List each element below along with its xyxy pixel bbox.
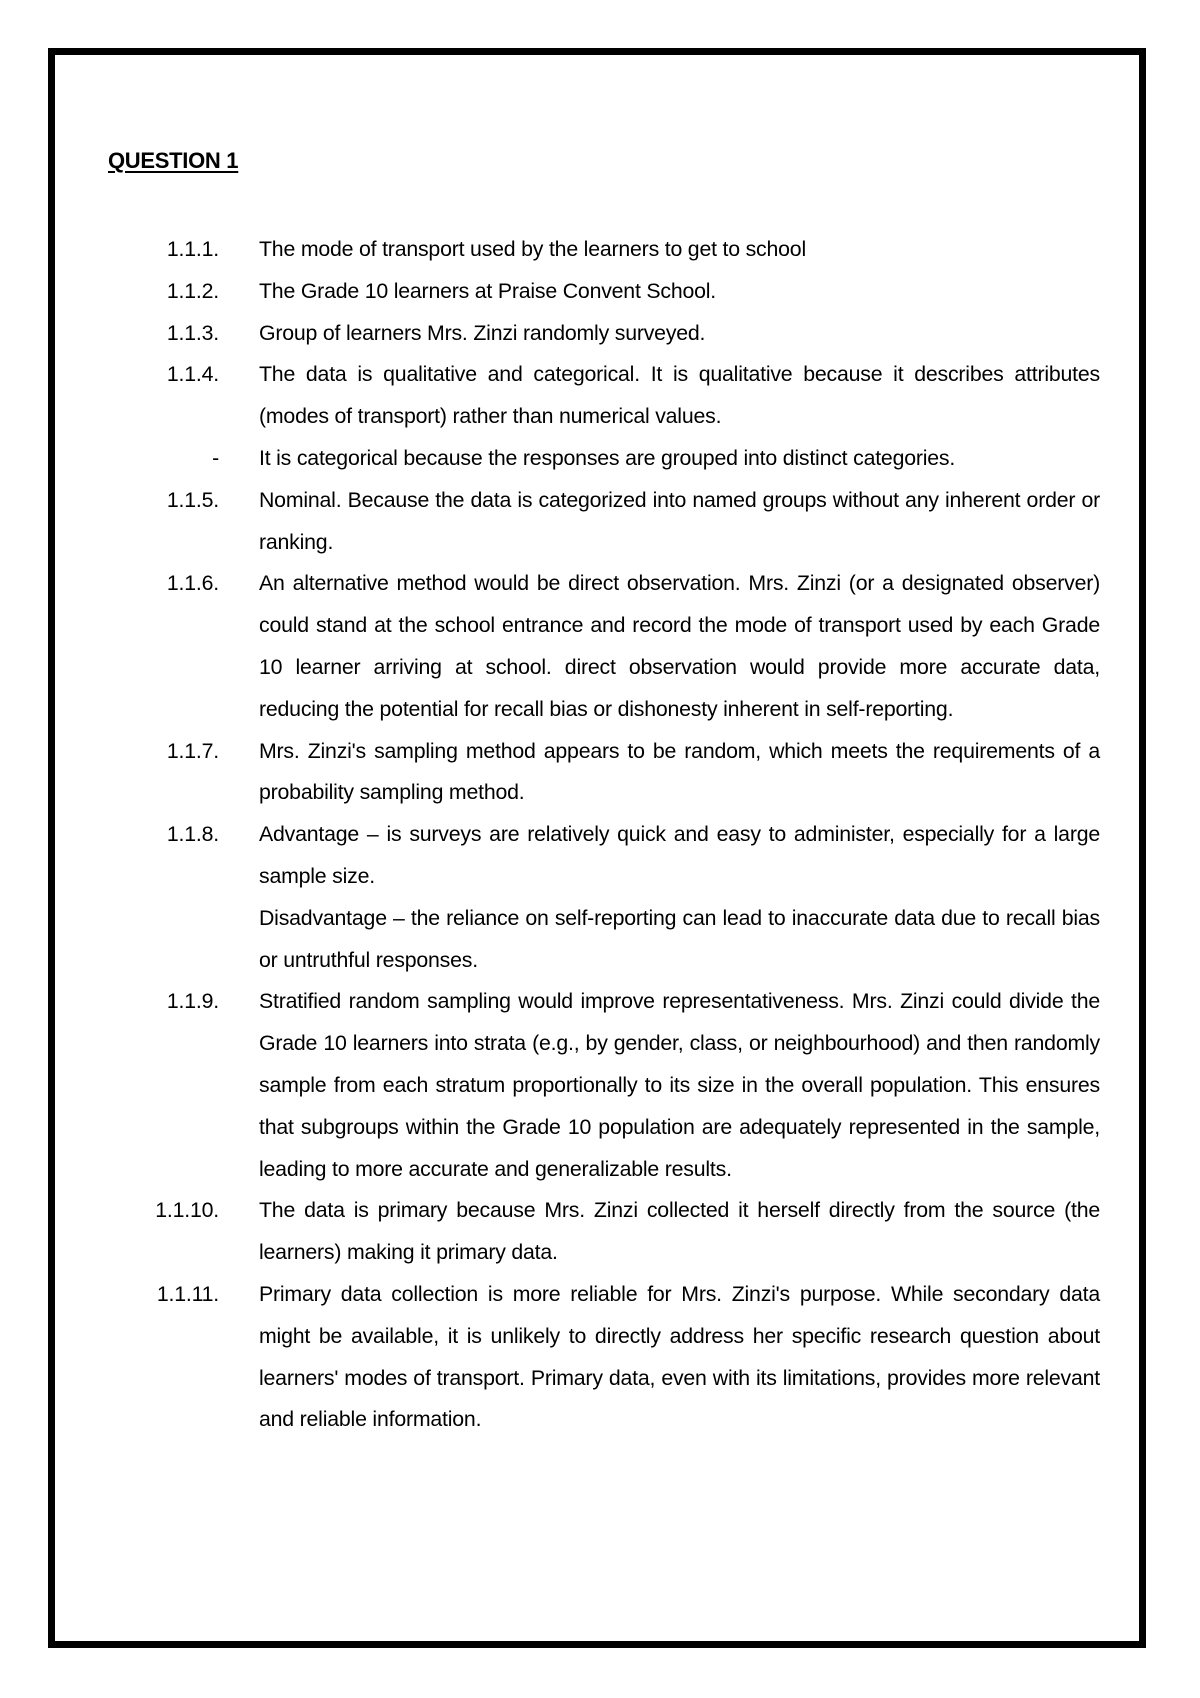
answer-item-1-1-11 bbox=[100, 1274, 1100, 1441]
answer-number: 1.1.7. bbox=[166, 738, 219, 763]
answer-item-1-1-4 bbox=[100, 354, 1100, 438]
answer-number: 1.1.10. bbox=[155, 1198, 219, 1223]
answer-item-1-1-2 bbox=[100, 271, 1100, 313]
answer-list bbox=[100, 229, 1100, 1441]
bullet-dash: - bbox=[212, 445, 219, 470]
answer-number: 1.1.2. bbox=[166, 278, 219, 303]
answer-number: 1.1.8. bbox=[166, 822, 219, 847]
question-heading: QUESTION 1 bbox=[108, 148, 239, 173]
answer-text: It is categorical because the responses are grouped into distinct categories. bbox=[259, 445, 956, 470]
advantage-text: Advantage – is surveys are relatively quick and easy to administer, especially for a large sample size. bbox=[259, 822, 1100, 888]
answer-text: An alternative method would be direct observation. Mrs. Zinzi (or a designated observer) could stand at the school entrance and record the mode of transport used by each Grade 10 learner arriving at school. direct observation would provide more accurate data, reducing the potential for recall bias or dishonesty inherent in self-reporting. bbox=[259, 571, 1100, 721]
answer-item-1-1-3 bbox=[100, 313, 1100, 355]
answer-text: Nominal. Because the data is categorized into named groups without any inherent order or ranking. bbox=[259, 487, 1100, 554]
answer-number: 1.1.3. bbox=[166, 320, 219, 345]
answer-text: Group of learners Mrs. Zinzi randomly surveyed. bbox=[259, 320, 706, 345]
answer-number: 1.1.11. bbox=[156, 1281, 219, 1306]
answer-text: Stratified random sampling would improve representativeness. Mrs. Zinzi could divide the Grade 10 learners into strata (e.g., by gender, class, or neighbourhood) and then randomly sample from each stratum proportionally to its size in the overall population. This ensures that subgroups within the Grade 10 population are adequately represented in the sample, leading to more accurate and generalizable results. bbox=[259, 989, 1100, 1181]
answer-text: The data is primary because Mrs. Zinzi collected it herself directly from the source (the learners) making it primary data. bbox=[259, 1198, 1100, 1265]
answer-item-1-1-8 bbox=[100, 814, 1100, 981]
answer-item-1-1-1 bbox=[100, 229, 1100, 271]
answer-item-1-1-7 bbox=[100, 731, 1100, 815]
answer-item-1-1-5 bbox=[100, 480, 1100, 564]
answer-number: 1.1.1. bbox=[166, 237, 219, 261]
answer-text: The data is qualitative and categorical. It is qualitative because it describes attributes (modes of transport) rather than numerical values. bbox=[259, 362, 1100, 429]
answer-text: The Grade 10 learners at Praise Convent School. bbox=[259, 278, 717, 303]
answer-item-1-1-9 bbox=[100, 981, 1100, 1190]
answer-number: 1.1.5. bbox=[166, 487, 219, 512]
disadvantage-text: Disadvantage – the reliance on self-reporting can lead to inaccurate data due to recall bias or untruthful responses. bbox=[259, 905, 1100, 972]
answer-number: 1.1.6. bbox=[166, 571, 219, 596]
answer-item-1-1-6 bbox=[100, 563, 1100, 730]
answer-number: 1.1.9. bbox=[166, 989, 219, 1014]
answer-text: Mrs. Zinzi's sampling method appears to be random, which meets the requirements of a probability sampling method. bbox=[259, 738, 1100, 805]
answer-text: The mode of transport used by the learners to get to school bbox=[259, 237, 806, 261]
answer-item-1-1-10 bbox=[100, 1190, 1100, 1274]
answer-number: 1.1.4. bbox=[166, 362, 219, 387]
answer-text: Primary data collection is more reliable for Mrs. Zinzi's purpose. While secondary data might be available, it is unlikely to directly address her specific research question about learners' modes of transport. Primary data, even with its limitations, provides more relevant and reliable information. bbox=[259, 1281, 1100, 1432]
answer-item-dash bbox=[100, 438, 1100, 480]
